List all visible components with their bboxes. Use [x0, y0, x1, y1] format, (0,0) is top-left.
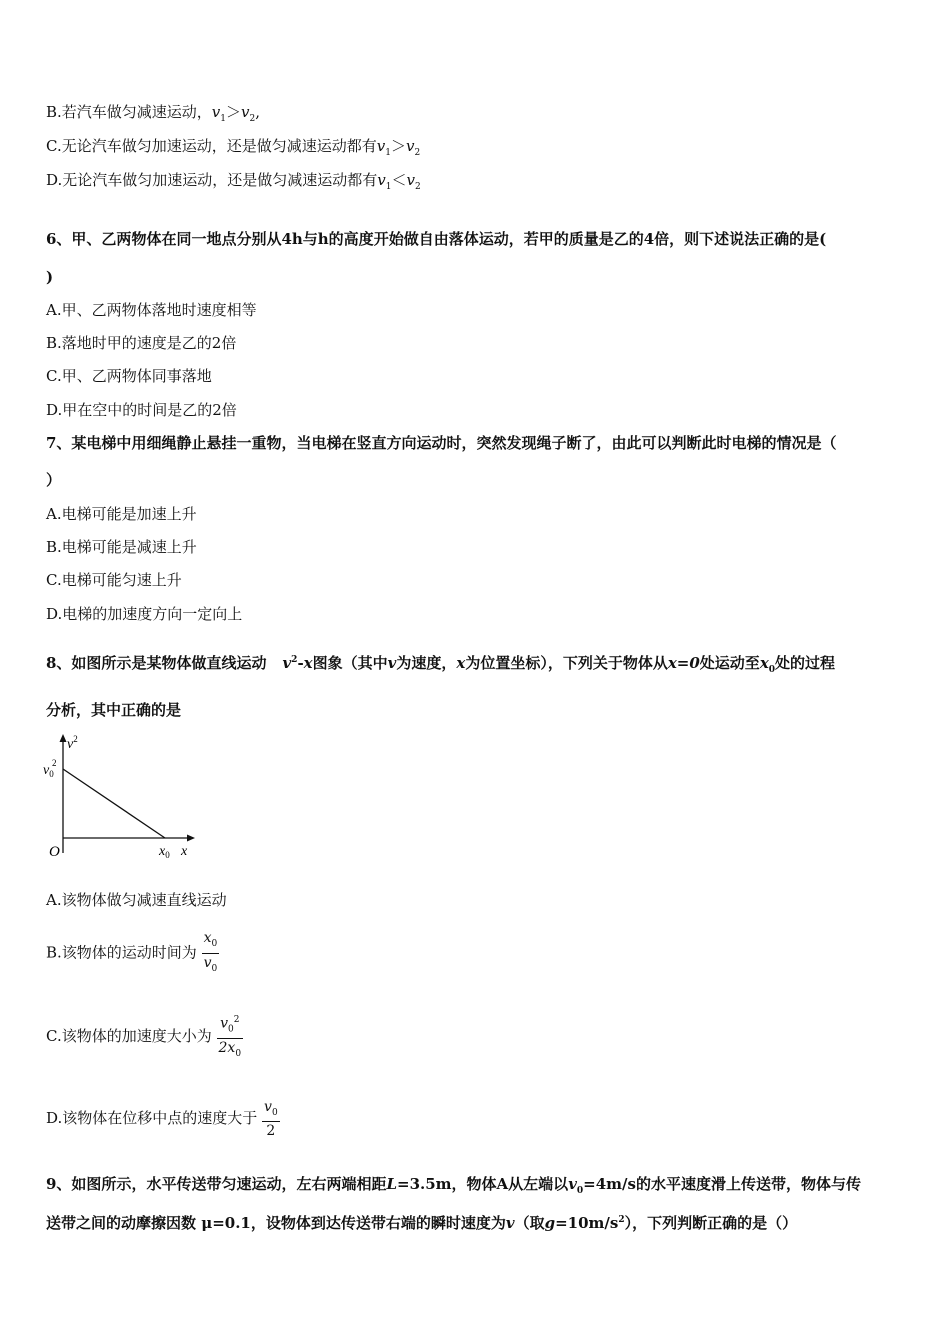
option-5b: B.若汽车做匀减速运动，$v_1>v_2$, [46, 103, 261, 124]
option-8a: A.该物体做匀减速直线运动 [46, 891, 227, 909]
y-axis-label: $v^2$ [67, 734, 78, 752]
option-7b: B.电梯可能是减速上升 [46, 538, 197, 556]
question-9-stem-cont: 送带之间的动摩擦因数 μ=0.1，设物体到达传送带右端的瞬时速度为v（取$g=10m/s^2$），下列判断正确的是（） [46, 1214, 798, 1232]
option-6d: D.甲在空中的时间是乙的2倍 [46, 401, 237, 419]
fraction-v0sq-over-2x0: $\frac{v_0^2}{2x_0}$ [217, 1012, 244, 1062]
option-8b: B.该物体的运动时间为 $\frac{x_0}{v_0}$ [46, 930, 219, 977]
x-axis-label: x [181, 844, 188, 859]
v2-x-graph [40, 728, 210, 863]
fraction-v0-over-2: $\frac{v_0}{2}$ [264, 1098, 278, 1140]
option-6c: C.甲、乙两物体同事落地 [46, 367, 212, 385]
y-intercept-sup: 2 [52, 758, 57, 768]
option-8d: D.该物体在位移中点的速度大于 $\frac{v_0}{2}$ [46, 1098, 278, 1140]
question-8-stem: 8、如图所示是某物体做直线运动 $v^2-x$图象（其中v为速度，x为位置坐标），下列关于物体从x=0处运动至$x_0$处的过程 [46, 654, 836, 675]
x-axis-arrow-icon [187, 835, 195, 842]
graph-line [63, 769, 165, 838]
question-7-stem: 7、某电梯中用细绳静止悬挂一重物，当电梯在竖直方向运动时，突然发现绳子断了，由此可以判断此时电梯的情况是（ [46, 434, 837, 452]
option-7a: A.电梯可能是加速上升 [46, 505, 197, 523]
origin-label: O [49, 844, 60, 860]
fraction-x0-over-v0: $\frac{x_0}{v_0}$ [203, 930, 218, 974]
question-6-stem: 6、甲、乙两物体在同一地点分别从4h与h的高度开始做自由落体运动，若甲的质量是乙的4倍，则下述说法正确的是( [46, 230, 827, 248]
option-5d: D.无论汽车做匀加速运动，还是做匀减速运动都有$v_1<v_2$ [46, 171, 421, 192]
x0-label: $x_0$ [159, 844, 170, 860]
question-8-stem-end: 分析，其中正确的是 [46, 701, 182, 719]
option-5c: C.无论汽车做匀加速运动，还是做匀减速运动都有$v_1>v_2$ [46, 137, 421, 158]
question-6-stem-end: ) [46, 268, 54, 286]
option-7d: D.电梯的加速度方向一定向上 [46, 605, 243, 623]
option-7c: C.电梯可能匀速上升 [46, 571, 182, 589]
option-6a: A.甲、乙两物体落地时速度相等 [46, 301, 257, 319]
y-axis-arrow-icon [60, 734, 67, 742]
option-8c: C.该物体的加速度大小为 $\frac{v_0^2}{2x_0}$ [46, 1012, 243, 1062]
question-7-stem-end: ） [46, 471, 62, 489]
question-9-stem: 9、如图所示，水平传送带匀速运动，左右两端相距L=3.5m，物体A从左端以$v_0=4m/s$的水平速度滑上传送带，物体与传 [46, 1175, 861, 1196]
option-6b: B.落地时甲的速度是乙的2倍 [46, 334, 237, 352]
y-intercept-label: $v_0$ [43, 763, 54, 779]
